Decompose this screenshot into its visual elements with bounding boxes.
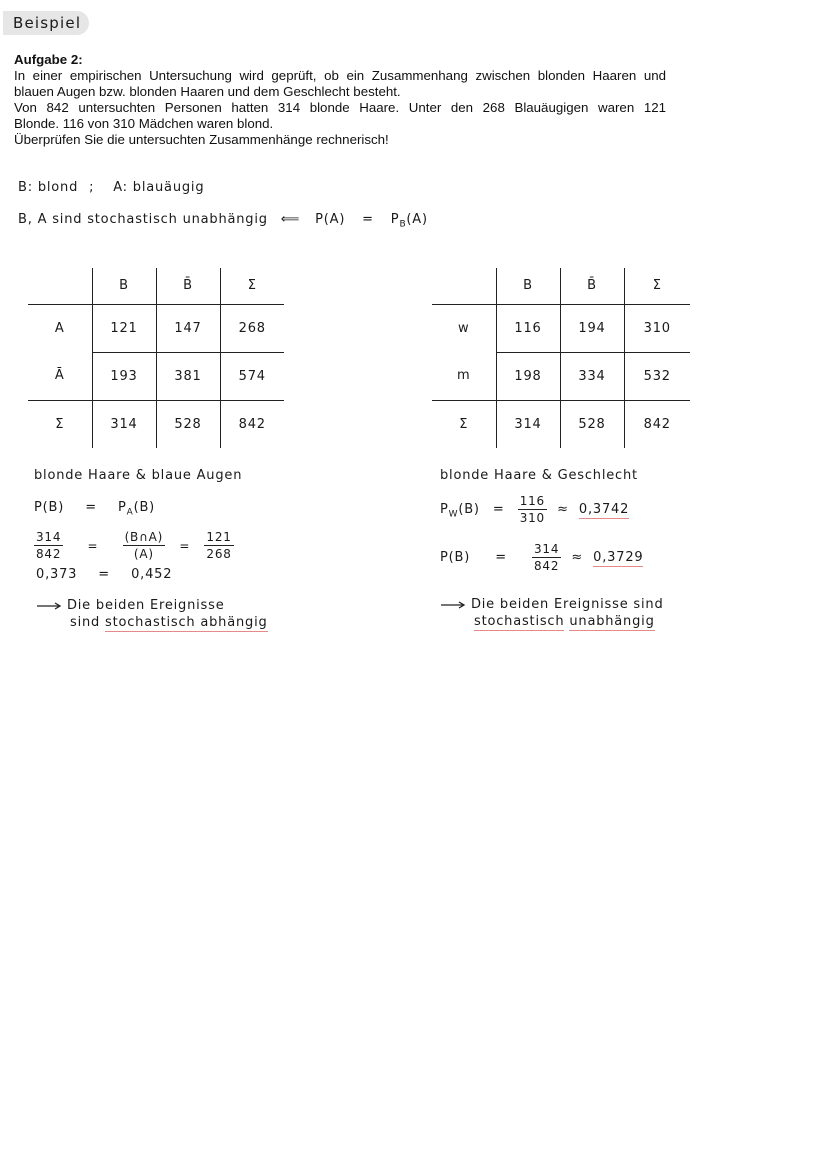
task-heading: Aufgabe 2: [14,52,83,67]
cell: 334 [560,352,624,400]
cell: 147 [156,304,220,352]
conclusion-line: sind [70,615,101,630]
table-corner [28,268,92,304]
fraction-denominator: (A) [133,547,154,561]
col-header: Σ [220,268,284,304]
fraction-denominator: 842 [36,547,62,561]
arrow-right-icon [36,602,62,610]
separator: ; [89,180,95,195]
cell: 194 [560,304,624,352]
cell: 121 [92,304,156,352]
task-line: blauen Augen bzw. blonden Haaren und dem Geschlecht besteht. [14,84,401,99]
task-line: Blonde. 116 von 310 Mädchen waren blond. [14,116,274,131]
col-header: B [496,268,560,304]
fraction [532,542,561,573]
arrow-right-icon [440,601,466,609]
calc-left-conclusion [36,598,268,630]
cell: 314 [496,400,560,448]
fraction-numerator: (B∩A) [124,530,164,544]
calc-eq: = [492,502,505,517]
fraction-denominator: 310 [519,511,545,525]
condition-rhs: P [390,212,400,227]
section-badge [3,11,89,35]
col-header: B [92,268,156,304]
fraction-denominator: 268 [206,547,232,561]
row-header: Σ [432,400,496,448]
fraction-numerator: 314 [36,530,62,544]
col-header: Σ [624,268,690,304]
col-header: B̄ [156,268,220,304]
task-line: Von 842 untersuchten Personen hatten 314 blonde Haare. Unter den 268 Blauäugigen waren 121 [14,100,666,115]
calc-rhs-sub: A [126,507,134,518]
calc-rhs-arg: (B) [133,500,156,515]
cell: 532 [643,368,671,384]
calc-lhs-arg: (B) [458,502,480,517]
def-blond: B: blond [18,180,79,195]
fraction [204,530,233,561]
calc-lhs-sub: W [448,509,459,520]
cell: 116 [496,304,560,352]
calc-right-line2 [440,542,643,573]
conclusion-highlight: stochastisch [474,614,565,629]
calc-rhs: P [117,500,127,515]
fraction [34,530,63,561]
condition-eq: = [362,212,374,227]
table-row [28,304,284,352]
table-row [28,352,284,400]
cell: 574 [238,368,266,384]
conclusion-highlight: unabhängig [569,614,655,629]
table-row [432,352,690,400]
fraction-numerator: 121 [206,530,232,544]
row-header: m [432,352,496,400]
row-header: A [28,304,92,352]
cell: 314 [92,400,156,448]
calc-lhs: P(B) [440,550,471,565]
badge-label: Beispiel [13,14,82,32]
calc-right-line1 [440,494,629,525]
cell: 198 [496,352,560,400]
fraction-numerator: 314 [533,542,560,556]
task-statement [14,52,666,148]
condition-rhs-sub: B [399,219,407,230]
cell: 842 [624,400,690,448]
calc-eq: = [87,538,99,553]
fraction-denominator: 842 [533,559,560,573]
calc-approx: ≈ [571,550,584,565]
calc-eq: = [98,567,110,582]
cell: 528 [560,400,624,448]
implies-arrow-icon: ⟸ [280,212,301,227]
conclusion-line: Die beiden Ereignisse sind [470,597,664,612]
row-header: Σ [28,400,92,448]
calc-left-title: blonde Haare & blaue Augen [34,468,243,483]
table-row [432,400,690,448]
condition-lhs: P(A) [315,212,346,227]
calc-value: 0,3742 [578,502,630,517]
conclusion-line: Die beiden Ereignisse [66,598,225,613]
fraction [123,530,166,561]
row-header: Ā [28,352,92,400]
calc-left-line1 [34,500,155,518]
conclusion-highlight: stochastisch abhängig [105,615,268,630]
calc-lhs: P [440,502,449,517]
contingency-table-hair-gender [432,268,690,448]
fraction [518,494,547,525]
table-row [432,304,690,352]
row-header: w [432,304,496,352]
definitions [18,180,204,195]
cell: 842 [220,400,284,448]
calc-rhs: 0,452 [131,567,173,582]
calc-value: 0,3729 [593,550,644,565]
cell: 528 [156,400,220,448]
calc-approx: ≈ [557,502,569,517]
calc-left-line2 [34,530,234,561]
contingency-table-hair-eyes [28,268,284,448]
calc-eq: = [495,550,507,565]
calc-lhs: 0,373 [36,567,78,582]
cell: 268 [220,304,284,352]
def-blue-eyed: A: blauäugig [113,180,205,195]
calc-eq: = [179,538,191,553]
calc-eq: = [85,500,97,515]
cell: 381 [156,352,220,400]
condition-text: B, A sind stochastisch unabhängig [18,212,268,227]
independence-condition [18,212,428,230]
table-row [28,400,284,448]
calc-lhs: P(B) [34,500,65,515]
fraction-numerator: 116 [519,494,545,508]
cell: 193 [92,352,156,400]
table-corner [432,268,496,304]
condition-rhs-arg: (A) [406,212,428,227]
task-line: In einer empirischen Untersuchung wird geprüft, ob ein Zusammenhang zwischen blonden Haaren und [14,68,666,83]
calc-right-title: blonde Haare & Geschlecht [440,468,638,483]
calc-left-line3 [36,567,172,582]
calc-right-conclusion [440,597,664,629]
cell: 310 [624,304,690,352]
col-header: B̄ [560,268,624,304]
task-line: Überprüfen Sie die untersuchten Zusammenhänge rechnerisch! [14,132,389,147]
